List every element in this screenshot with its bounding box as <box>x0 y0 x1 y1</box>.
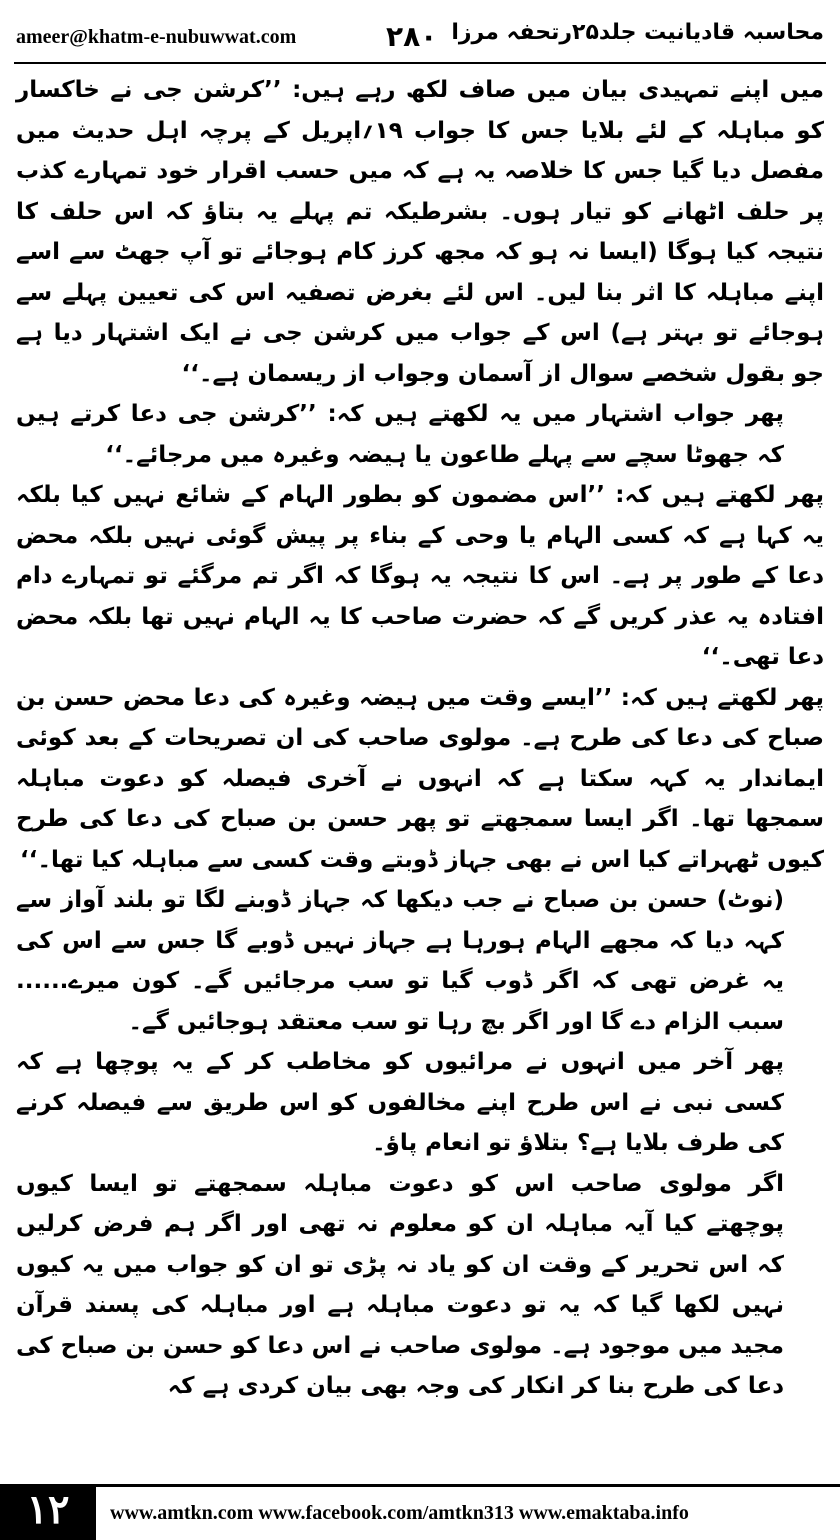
paragraph: پھر جواب اشتہار میں یہ لکھتے ہیں کہ: ’’کرشن جی دعا کرتے ہیں کہ جھوٹا سچے سے پہلے طاعون یا ہیضہ وغیرہ میں مرجائے۔‘‘ <box>16 401 784 468</box>
footer-urls: www.amtkn.com www.facebook.com/amtkn313 www.emaktaba.info <box>110 1502 689 1524</box>
body-text <box>16 70 824 1475</box>
paragraph: اگر مولوی صاحب اس کو دعوت مباہلہ سمجھتے تو ایسا کیوں پوچھتے کیا آیہ مباہلہ ان کو معلوم نہ تھی اور اگر ہم فرض کرلیں کہ اس تحریر کے وقت ان کو یاد نہ پڑی تو ان کو جواب میں یہ کیوں نہیں لکھا گیا کہ یہ تو دعوت مباہلہ ہے اور مباہلہ کی پسند قرآن مجید میں موجود ہے۔ مولوی صاحب نے اس دعا کو حسن بن صباح کی دعا کی طرح بنا کر انکار کی وجہ بھی بیان کردی ہے کہ <box>16 1170 784 1399</box>
paragraph: پھر لکھتے ہیں کہ: ’’ایسے وقت میں ہیضہ وغیرہ کی دعا محض حسن بن صباح کی دعا کی طرح ہے۔ مولوی صاحب کی ان تصریحات کے بعد کوئی ایماندار یہ کہہ سکتا ہے کہ انہوں نے آخری فیصلہ کو دعوت مباہلہ سمجھا تھا۔ اگر ایسا سمجھتے تو پھر حسن بن صباح کی دعا کی طرح کیوں ٹھہراتے کیا اس نے بھی جہاز ڈوبتے وقت کسی سے مباہلہ کیا تھا۔‘‘ <box>16 684 824 873</box>
book-title: محاسبہ قادیانیت جلد۲۵رتحفہ مرزا <box>451 20 824 45</box>
page-number: ۲۸۰ <box>386 20 438 53</box>
folio-number: ۱۲ <box>0 1484 96 1540</box>
paragraph: پھر لکھتے ہیں کہ: ’’اس مضمون کو بطور الہام کے شائع نہیں کیا بلکہ یہ کہا ہے کہ کسی الہام یا وحی کے بناء پر پیش گوئی نہیں بلکہ محض دعا کے طور پر ہے۔ اس کا نتیجہ یہ ہوگا کہ اگر تم مرگئے تو تمہارے دام افتادہ یہ عذر کریں گے کہ حضرت صاحب کا یہ الہام نہیں تھا بلکہ محض دعا تھی۔‘‘ <box>16 482 824 670</box>
page-footer <box>0 1484 840 1540</box>
paragraph: پھر آخر میں انہوں نے مرائیوں کو مخاطب کر کے یہ پوچھا ہے کہ کسی نبی نے اس طرح اپنے مخالفوں کو اس طریق سے فیصلہ کرنے کی طرف بلایا ہے؟ بتلاؤ تو انعام پاؤ۔ <box>16 1049 784 1156</box>
note-paragraph: (نوٹ) حسن بن صباح نے جب دیکھا کہ جہاز ڈوبنے لگا تو بلند آواز سے کہہ دیا کہ مجھے الہام ہورہا ہے جہاز نہیں ڈوبے گا جس سے اس کی یہ غرض تھی کہ اگر ڈوب گیا تو سب مرجائیں گے۔ کون میرے...... سبب الزام دے گا اور اگر بچ رہا تو سب معتقد ہوجائیں گے۔ <box>16 887 784 1035</box>
paragraph: میں اپنے تمہیدی بیان میں صاف لکھ رہے ہیں: ’’کرشن جی نے خاکسار کو مباہلہ کے لئے بلایا جس کا جواب ۱۹؍اپریل کے پرچہ اہل حدیث میں مفصل دیا گیا جس کا خلاصہ یہ ہے کہ میں حسب اقرار خود تمہارے کذب پر حلف اٹھانے کو تیار ہوں۔ بشرطیکہ تم پہلے یہ بتاؤ کہ اس حلف کا نتیجہ کیا ہوگا (ایسا نہ ہو کہ مجھ کرز کام ہوجائے تو آپ جھٹ سے اسے اپنے مباہلہ کا اثر بنا لیں۔ اس لئے بغرض تصفیہ اس کی تعیین پہلے سے ہوجائے تو بہتر ہے) اس کے جواب میں کرشن جی نے ایک اشتہار دیا ہے جو بقول شخصے سوال از آسمان وجواب از ریسمان ہے۔‘‘ <box>16 77 824 387</box>
page-header <box>16 18 824 58</box>
footer-rule <box>96 1484 840 1487</box>
header-rule <box>14 62 826 64</box>
header-email: ameer@khatm-e-nubuwwat.com <box>16 26 297 48</box>
